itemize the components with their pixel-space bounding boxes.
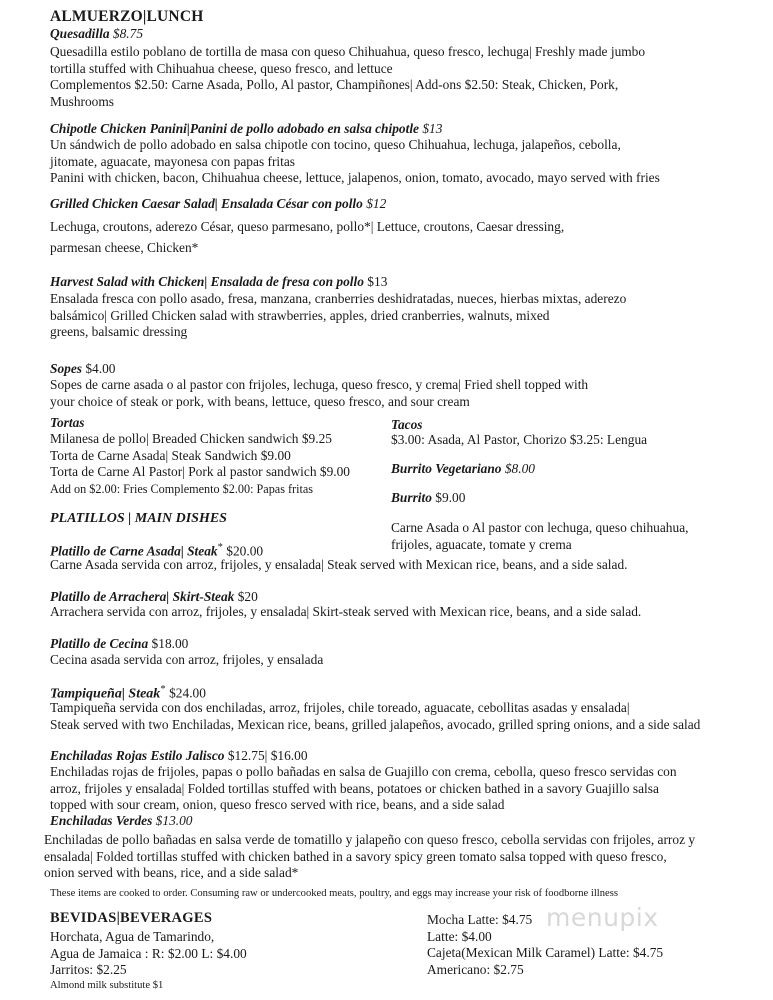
item-name: Grilled Chicken Caesar Salad| Ensalada César con pollo [50, 196, 363, 211]
description-line: onion served with beans, rice, and a side salad* [44, 865, 299, 881]
beverages-left-list [50, 929, 247, 979]
asterisk: * [160, 684, 166, 695]
item-name: Harvest Salad with Chicken| Ensalada de fresa con pollo [50, 274, 364, 289]
harvest-description [50, 291, 626, 341]
caesar-description [50, 216, 564, 258]
list-item: Torta de Carne Al Pastor| Pork al pastor sandwich $9.00 [50, 464, 350, 480]
tacos-prices: $3.00: Asada, Al Pastor, Chorizo $3.25: Lengua [391, 432, 648, 447]
main-dishes-header: PLATILLOS | MAIN DISHES [50, 511, 227, 526]
description-line: Steak served with two Enchiladas, Mexican rice, beans, grilled jalapeños, avocado, grilled spring onions, and a side salad [50, 716, 701, 732]
food-disclaimer: These items are cooked to order. Consuming raw or undercooked meats, poultry, and eggs may increase your risk of foodborne illness [50, 888, 618, 899]
sopes-description [50, 377, 588, 410]
enchiladas-verdes-description [44, 832, 695, 882]
beverages-header: BEVIDAS|BEVERAGES [50, 910, 213, 926]
description-line: frijoles, aguacate, tomate y crema [391, 536, 572, 552]
description-line: ensalada| Folded tortillas stuffed with chicken bathed in a savory spicy green tomato salsa topped with queso fresco, [44, 848, 667, 864]
quesadilla-description [50, 44, 645, 110]
almond-milk-note: Almond milk substitute $1 [50, 980, 164, 991]
menupix-watermark: menupix [546, 903, 659, 932]
item-name: Enchiladas Rojas Estilo Jalisco [50, 748, 225, 763]
description-line: jitomate, aguacate, mayonesa con papas fritas [50, 153, 296, 169]
list-item: Torta de Carne Asada| Steak Sandwich $9.00 [50, 447, 291, 463]
panini-description [50, 137, 660, 187]
tortas-addon: Add on $2.00: Fries Complemento $2.00: Papas fritas [50, 482, 314, 496]
tacos-header: Tacos [391, 417, 423, 432]
description-line: Lechuga, croutons, aderezo César, queso parmesano, pollo*| Lettuce, croutons, Caesar dressing, [50, 219, 565, 234]
description-line: your choice of steak or pork, with beans, lettuce, queso fresco, and sour cream [50, 393, 470, 409]
quesadilla-title [50, 26, 143, 43]
tortas-list [50, 431, 350, 481]
description-line: Quesadilla estilo poblano de tortilla de masa con queso Chihuahua, queso fresco, lechuga| Freshly made jumbo [50, 44, 646, 59]
item-name: Enchiladas Verdes [50, 813, 153, 828]
item-price: $13 [367, 274, 388, 289]
enchiladas-rojas-title [50, 748, 308, 765]
item-price: $8.75 [112, 26, 144, 41]
item-name: Platillo de Cecina [50, 636, 149, 651]
description-line: Ensalada fresca con pollo asado, fresa, manzana, cranberries deshidratadas, nueces, hierbas mixtas, aderezo [50, 291, 627, 306]
description-line: parmesan cheese, Chicken* [50, 240, 199, 255]
list-item: Americano: $2.75 [427, 961, 524, 977]
tortas-header: Tortas [50, 415, 85, 430]
harvest-title [50, 274, 387, 291]
sopes-title [50, 361, 116, 378]
arrachera-description: Arrachera servida con arroz, frijoles, y ensalada| Skirt-steak served with Mexican rice, beans, and a side salad. [50, 604, 642, 619]
item-price: $13.00 [155, 813, 193, 828]
list-item: Agua de Jamaica : R: $2.00 L: $4.00 [50, 945, 247, 961]
list-item: Jarritos: $2.25 [50, 962, 127, 978]
description-line: tortilla stuffed with Chihuahua cheese, queso fresco, and lettuce [50, 60, 393, 76]
item-price: $4.00 [85, 361, 116, 376]
enchiladas-rojas-description [50, 764, 677, 814]
burrito-vegetariano [391, 461, 535, 478]
item-name: Platillo de Carne Asada| Steak [50, 543, 218, 559]
description-line: Enchiladas de pollo bañadas en salsa verde de tomatillo y jalapeño con queso fresco, cebolla servidas con frijoles, arroz y [44, 832, 696, 847]
burrito-description [391, 520, 688, 553]
item-price: $24.00 [169, 685, 206, 701]
list-item: Cajeta(Mexican Milk Caramel) Latte: $4.75 [427, 945, 664, 961]
caesar-title [50, 196, 386, 213]
description-line: arroz, frijoles y ensalada| Folded tortillas stuffed with beans, potatoes or chicken bathed in a savory Guajillo salsa [50, 780, 659, 796]
description-line: Mushrooms [50, 93, 114, 109]
list-item: Milanesa de pollo| Breaded Chicken sandwich $9.25 [50, 431, 332, 446]
item-name: Sopes [50, 361, 82, 376]
item-price: $12.75| $16.00 [227, 748, 308, 763]
item-price: $20.00 [226, 543, 264, 559]
cecina-title [50, 636, 188, 653]
item-name: Tampiqueña| Steak [50, 686, 161, 702]
description-line: greens, balsamic dressing [50, 324, 188, 340]
item-name: Quesadilla [50, 26, 110, 41]
item-price: $9.00 [435, 490, 466, 505]
cecina-description: Cecina asada servida con arroz, frijoles, y ensalada [50, 652, 324, 667]
description-line: Carne Asada o Al pastor con lechuga, queso chihuahua, [391, 520, 689, 535]
item-name: Burrito [391, 490, 432, 505]
description-line: Un sándwich de pollo adobado en salsa chipotle con tocino, queso Chihuahua, lechuga, jalapeños, cebolla, [50, 137, 621, 152]
description-line: Sopes de carne asada o al pastor con frijoles, lechuga, queso fresco, y crema| Fried shell topped with [50, 377, 589, 392]
burrito-title [391, 490, 465, 507]
description-line: balsámico| Grilled Chicken salad with strawberries, apples, dried cranberries, walnuts, mixed [50, 307, 550, 323]
list-item: Latte: $4.00 [427, 928, 492, 944]
item-price: $12 [366, 196, 387, 211]
description-line: Tampiqueña servida con dos enchiladas, arroz, frijoles, chile toreado, aguacate, cebollitas asadas y ensalada| [50, 700, 630, 715]
description-line: Panini with chicken, bacon, Chihuahua cheese, lettuce, jalapenos, onion, tomato, avocado, mayo served with fries [50, 170, 660, 186]
description-line: Enchiladas rojas de frijoles, papas o pollo bañadas en salsa de Guajillo con crema, cebolla, queso fresco servidas con [50, 764, 677, 779]
panini-title [50, 121, 442, 138]
asterisk: * [217, 542, 223, 553]
item-name: Platillo de Arrachera| Skirt-Steak [50, 589, 235, 604]
carne-asada-description: Carne Asada servida con arroz, frijoles, y ensalada| Steak served with Mexican rice, beans, and a side salad. [50, 557, 628, 572]
list-item: Horchata, Agua de Tamarindo, [50, 929, 215, 944]
item-name: Chipotle Chicken Panini|Panini de pollo adobado en salsa chipotle [50, 121, 419, 136]
description-line: Complementos $2.50: Carne Asada, Pollo, Al pastor, Champiñones| Add-ons $2.50: Steak, Chicken, Pork, [50, 77, 619, 93]
lunch-header: ALMUERZO|LUNCH [50, 8, 204, 25]
list-item: Mocha Latte: $4.75 [427, 912, 533, 927]
description-line: topped with sour cream, onion, queso fresco served with rice, beans, and a side salad [50, 797, 505, 813]
item-price: $20 [237, 589, 258, 604]
tampiquena-description [50, 700, 700, 733]
enchiladas-verdes-title [50, 813, 193, 830]
item-price: $18.00 [151, 636, 189, 651]
item-price: $13 [422, 121, 443, 136]
item-price: $8.00 [504, 461, 535, 476]
item-name: Burrito Vegetariano [391, 461, 502, 476]
